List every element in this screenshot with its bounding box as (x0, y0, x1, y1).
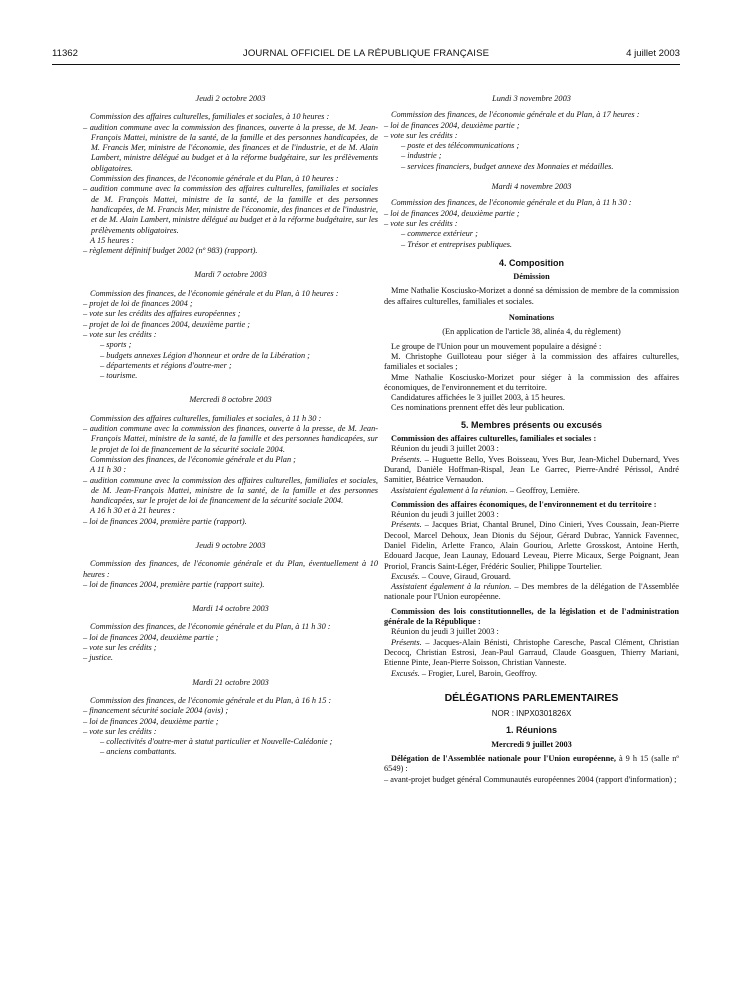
day-heading: Jeudi 2 octobre 2003 (195, 94, 266, 103)
commission-line: Commission des finances, de l'économie générale et du Plan, à 10 heures : (90, 288, 339, 298)
commission-line: Commission des affaires culturelles, familiales et sociales, à 10 heures : (90, 112, 330, 122)
commission-line: Commission des affaires culturelles, familiales et sociales, à 11 h 30 : (90, 413, 322, 423)
page-number: 11362 (52, 48, 78, 59)
day-heading: Lundi 3 novembre 2003 (492, 94, 571, 103)
day-heading: Mardi 21 octobre 2003 (192, 677, 269, 687)
commission-line: Commission des finances, de l'économie générale et du Plan, à 17 heures : (391, 110, 640, 120)
excuses-names: – Frogier, Lurel, Baroin, Geoffroy. (421, 668, 537, 678)
commission-line: Commission des finances, de l'économie générale et du Plan ; (90, 454, 296, 464)
paragraph: Mme Nathalie Kosciusko-Morizet pour siéger à la commission des affaires économiques, de l'environnement et du territoire. (384, 372, 679, 392)
left-column (83, 94, 378, 758)
paragraph: Le groupe de l'Union pour un mouvement populaire a désigné : (391, 341, 602, 351)
attendance-excuses (384, 572, 679, 582)
day-heading: Mardi 7 octobre 2003 (194, 270, 267, 280)
presents-names: – Jacques-Alain Bénisti, Christophe Caresche, Pascal Clément, Christian Decocq, Christian Estrosi, Jean-Paul Garraud, Claude Goasguen, Thierry Mariani, Etienne Pinte, Jean-Pierre Soisson, Christian Vanneste. (384, 637, 679, 668)
delegation-line (384, 754, 679, 775)
attendance-present (384, 455, 679, 486)
agenda-item: – vote sur les crédits : (83, 726, 157, 736)
agenda-item: – vote sur les crédits : (384, 130, 458, 140)
agenda-subitem: – commerce extérieur ; (401, 229, 478, 239)
agenda-item: – règlement définitif budget 2002 (nº 983) (rapport). (83, 246, 258, 256)
agenda-subitem: – collectivités d'outre-mer à statut particulier et Nouvelle-Calédonie ; (100, 737, 333, 747)
subheading-demission: Démission (513, 272, 550, 282)
agenda-item: – audition commune avec la commission des affaires culturelles, familiales et sociales, de M. Jean-François Mattei, ministre de la santé, de la famille et des personnes handicapées, sur le projet de loi de financement de la sécurité sociale 2004. (83, 475, 378, 506)
attendance-excuses (384, 669, 679, 679)
paragraph: Candidatures affichées le 3 juillet 2003, à 15 heures. (391, 393, 566, 403)
agenda-subitem: – sports ; (100, 340, 132, 350)
agenda-item: – audition commune avec la commission des affaires culturelles, familiales et sociales de M. François Mattei, ministre de la santé, de la famille et des personnes handicapées, de M. Francis Mer, ministre de l'économie, des finances et de l'industrie, et de M. Alain Lambert, ministre délégué au budget et à la réforme budgétaire, sur les prélèvements obligatoires. (83, 184, 378, 235)
agenda-item: – financement sécurité sociale 2004 (avis) ; (83, 706, 229, 716)
commission-title: Commission des affaires économiques, de l'environnement et du territoire : (391, 499, 657, 509)
commission-line: Commission des finances, de l'économie générale et du Plan, à 11 h 30 : (391, 198, 632, 208)
agenda-item: – loi de finances 2004, première partie (rapport suite). (83, 579, 265, 589)
agenda-subitem: – industrie ; (401, 151, 442, 161)
assist-label: Assistaient également à la réunion. (391, 582, 512, 592)
attendance-present (384, 520, 679, 571)
agenda-item: – vote sur les crédits : (384, 218, 458, 228)
agenda-item: – projet de loi de finances 2004, deuxième partie ; (83, 319, 250, 329)
commission-line: Commission des finances, de l'économie générale et du Plan, à 11 h 30 : (90, 622, 331, 632)
header-rule (52, 64, 680, 65)
attendance-present (384, 638, 679, 669)
paragraph: Ces nominations prennent effet dès leur publication. (391, 403, 565, 413)
delegation-time: à 9 h 15 (salle nº 6549) : (384, 754, 680, 774)
time-line: A 15 heures : (90, 235, 135, 245)
issue-date: 4 juillet 2003 (626, 48, 680, 59)
commission-title: Commission des affaires culturelles, familiales et sociales : (391, 434, 597, 444)
agenda-subitem: – poste et des télécommunications ; (401, 141, 520, 151)
section-heading-membres: 5. Membres présents ou excusés (460, 419, 603, 430)
agenda-item: – projet de loi de finances 2004 ; (83, 299, 193, 309)
agenda-item: – loi de finances 2004, deuxième partie ; (83, 716, 219, 726)
commission-line: Commission des finances, de l'économie générale et du Plan, à 10 heures : (90, 174, 339, 184)
journal-title: JOURNAL OFFICIEL DE LA RÉPUBLIQUE FRANÇAISE (242, 48, 490, 59)
commission-line: Commission des finances, de l'économie générale et du Plan, éventuellement à 10 heures : (83, 559, 378, 579)
agenda-item: – loi de finances 2004, deuxième partie ; (384, 208, 520, 218)
section-heading-reunions: 1. Réunions (505, 725, 557, 736)
subheading-nominations: Nominations (508, 313, 555, 323)
presents-label: Présents. (391, 454, 422, 464)
delegations-heading: DÉLÉGATIONS PARLEMENTAIRES (444, 691, 619, 704)
agenda-item: – vote sur les crédits ; (83, 643, 157, 653)
agenda-item: – audition commune avec la commission des finances, ouverte à la presse, de M. Jean-François Mattei, ministre de la santé, de la famille et des personnes handicapées, de M. Francis Mer, ministre de l'économie, des finances et de l'industrie, et de M. Alain Lambert, ministre délégué au budget et à la réforme budgétaire, sur les prélèvements obligatoires. (83, 122, 378, 173)
excuses-names: – Couve, Giraud, Grouard. (421, 571, 511, 581)
agenda-item: – loi de finances 2004, deuxième partie ; (83, 632, 219, 642)
day-heading: Mardi 4 novembre 2003 (491, 182, 572, 192)
assist-label: Assistaient également à la réunion. (391, 485, 508, 495)
assist-names: – Des membres de la délégation de l'Assemblée nationale pour l'Union européenne. (384, 582, 679, 602)
agenda-subitem: – services financiers, budget annexe des Monnaies et médailles. (401, 161, 614, 171)
paragraph: M. Christophe Guilloteau pour siéger à la commission des affaires culturelles, familiales et sociales ; (384, 351, 679, 372)
excuses-label: Excusés. (391, 668, 420, 678)
presents-label: Présents. (391, 520, 422, 530)
agenda-subitem: – tourisme. (100, 371, 138, 381)
excuses-label: Excusés. (391, 571, 420, 581)
agenda-item: – loi de finances 2004, deuxième partie ; (384, 120, 520, 130)
attendance-assist (384, 582, 679, 603)
agenda-subitem: – Trésor et entreprises publiques. (401, 239, 513, 249)
day-heading: Jeudi 9 octobre 2003 (195, 540, 266, 550)
reunion-date: Mercredi 9 juillet 2003 (491, 739, 572, 749)
commission-line: Commission des finances, de l'économie générale et du Plan, à 16 h 15 : (90, 695, 332, 705)
reunion-line: Réunion du jeudi 3 juillet 2003 : (391, 510, 499, 520)
time-line: A 11 h 30 : (90, 465, 127, 475)
presents-names: – Huguette Bello, Yves Boisseau, Yves Bur, Jean-Michel Dubernard, Yves Durand, Danièle Hoffman-Rispal, Jean Le Garrec, Pierre-André Périssol, André Samitier, Béatrice Vernaudon. (384, 454, 680, 485)
paragraph: Mme Nathalie Kosciusko-Morizet a donné sa démission de membre de la commission des affaires culturelles, familiales et sociales. (384, 286, 679, 306)
time-line: A 16 h 30 et à 21 heures : (90, 506, 176, 516)
presents-names: – Jacques Briat, Chantal Brunel, Dino Cinieri, Yves Coussain, Jean-Pierre Decool, Marcel Dehoux, Jean Dionis du Séjour, Gérard Dubrac, Yannick Favennec, Daniel Fidelin, Arlette Franco, Alain Gouriou, Arlette Grosskost, Antoine Herth, Edouard Jacque, Jean Launay, Edouard Leveau, Pierre Micaux, Serge Poignant, Jean Proriol, Francis Saint-Léger, Frédéric Soulier, Philippe Tourtelier. (384, 520, 680, 571)
reunion-line: Réunion du jeudi 3 juillet 2003 : (391, 444, 499, 454)
agenda-item: – avant-projet budget général Communautés européennes 2004 (rapport d'information) ; (384, 774, 677, 784)
commission-title: Commission des lois constitutionnelles, de la législation et de l'administration générale de la République : (384, 606, 679, 627)
agenda-subitem: – budgets annexes Légion d'honneur et ordre de la Libération ; (100, 350, 310, 360)
agenda-item: – loi de finances 2004, première partie (rapport). (83, 516, 247, 526)
application-note: (En application de l'article 38, alinéa 4, du règlement) (442, 327, 621, 337)
agenda-item: – justice. (83, 653, 113, 663)
nor-reference: NOR : INPX0301826X (491, 709, 572, 719)
section-heading-composition: 4. Composition (499, 257, 564, 268)
day-heading: Mardi 14 octobre 2003 (192, 604, 269, 614)
agenda-item: – vote sur les crédits : (83, 329, 157, 339)
agenda-subitem: – départements et régions d'outre-mer ; (100, 360, 232, 370)
agenda-subitem: – anciens combattants. (100, 747, 177, 757)
delegation-title: Délégation de l'Assemblée nationale pour l'Union européenne, (391, 754, 616, 764)
agenda-item: – vote sur les crédits des affaires européennes ; (83, 309, 241, 319)
right-column (384, 94, 679, 785)
day-heading: Mercredi 8 octobre 2003 (189, 395, 272, 405)
assist-names: – Geoffroy, Lemière. (509, 485, 580, 495)
presents-label: Présents. (391, 637, 422, 647)
reunion-line: Réunion du jeudi 3 juillet 2003 : (391, 627, 499, 637)
agenda-item: – audition commune avec la commission des finances, ouverte à la presse, de M. Jean-François Mattei, ministre de la santé, de la famille et des personnes handicapées, sur le projet de loi de financement de la sécurité sociale 2004. (83, 424, 378, 454)
attendance-assist (384, 486, 679, 496)
